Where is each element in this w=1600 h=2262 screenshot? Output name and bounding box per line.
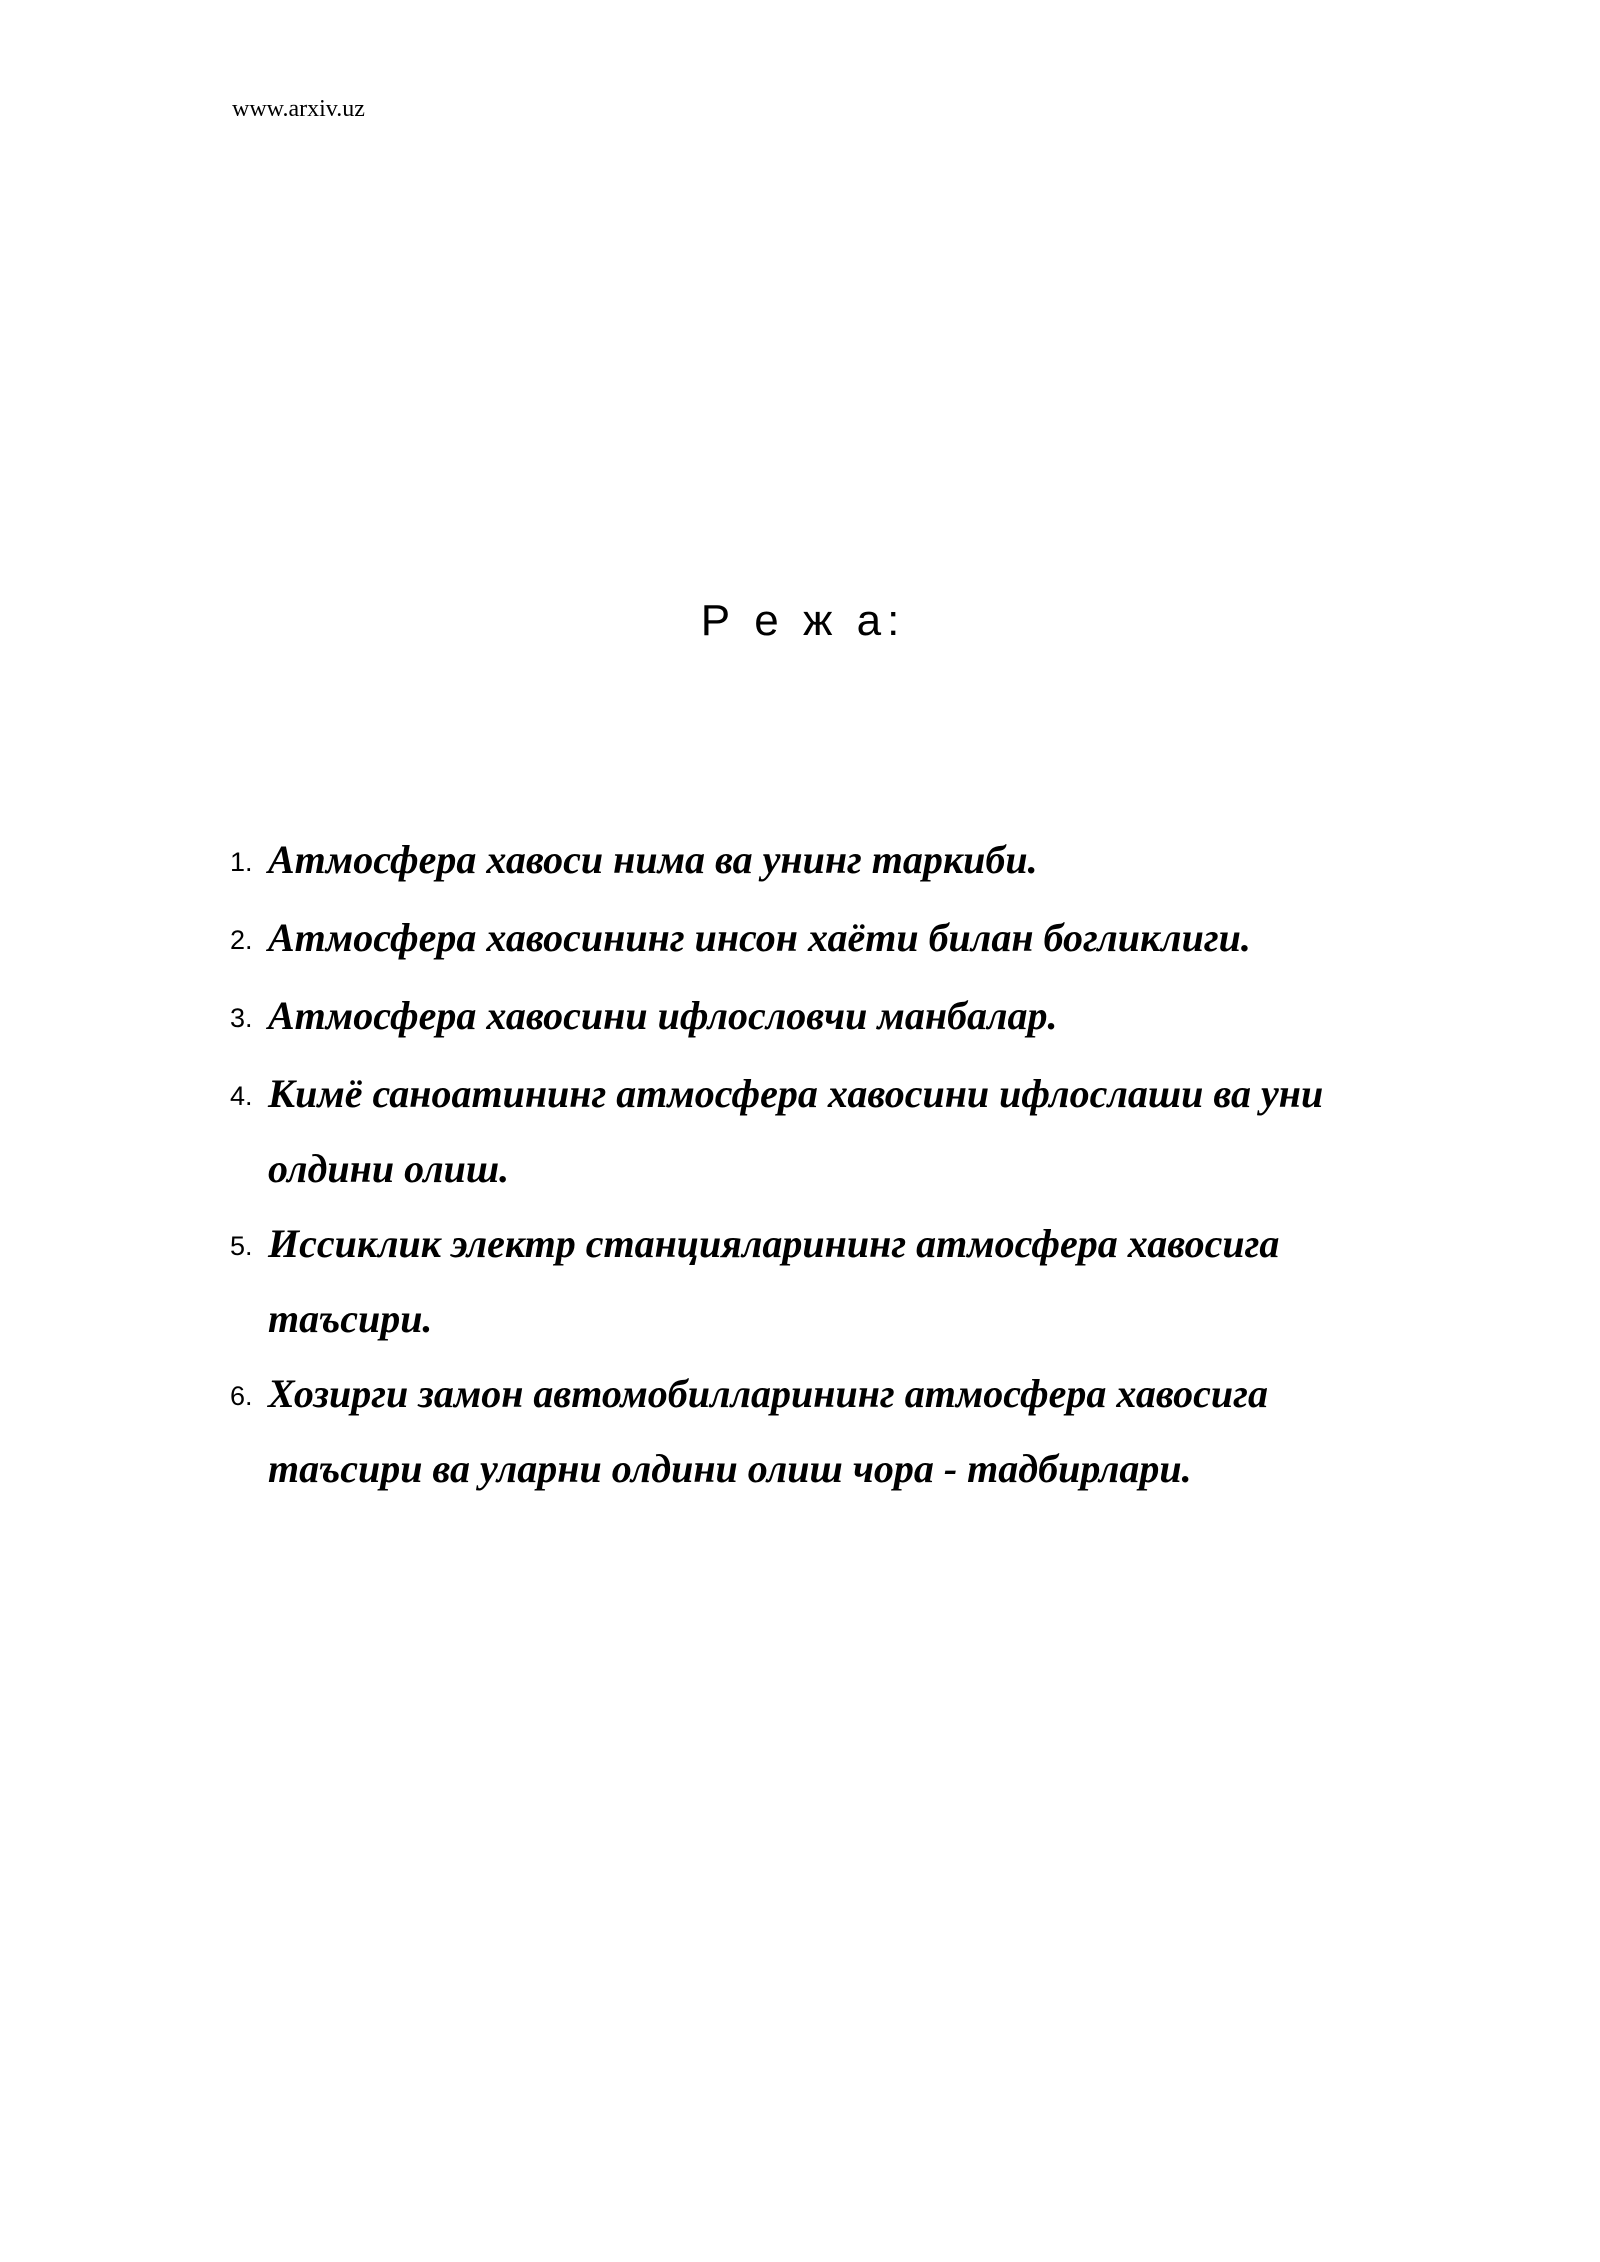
plan-item-number: 4. <box>230 1081 253 1111</box>
plan-item-4 <box>230 1056 1430 1206</box>
plan-item-number: 3. <box>230 1003 253 1033</box>
plan-item-2 <box>230 900 1430 978</box>
plan-item-6 <box>230 1356 1430 1506</box>
plan-item-number: 6. <box>230 1381 253 1411</box>
plan-item-text: Хозирги замон автомобилларининг атмосфера хавосига таъсири ва уларни олдини олиш чора - тадбирлари. <box>268 1371 1268 1491</box>
plan-item-text: Кимё саноатининг атмосфера хавосини ифлослаши ва уни олдини олиш. <box>268 1071 1324 1191</box>
plan-item-5 <box>230 1206 1430 1356</box>
plan-item-number: 5. <box>230 1231 253 1261</box>
header-site-text: www.arxiv.uz <box>232 96 365 122</box>
plan-item-text: Атмосфера хавоси нима ва унинг таркиби. <box>268 837 1038 882</box>
plan-item-number: 2. <box>230 925 253 955</box>
plan-item-text: Атмосфера хавосини ифлословчи манбалар. <box>268 993 1058 1038</box>
plan-item-text: Иссиклик электр станцияларининг атмосфера хавосига таъсири. <box>268 1221 1280 1341</box>
plan-item-text: Атмосфера хавосининг инсон хаёти билан богликлиги. <box>268 915 1251 960</box>
plan-title: Р е ж а: <box>700 596 906 645</box>
plan-item-3 <box>230 978 1430 1056</box>
plan-list <box>230 822 1430 1506</box>
plan-item-1 <box>230 822 1430 900</box>
plan-item-number: 1. <box>230 847 253 877</box>
